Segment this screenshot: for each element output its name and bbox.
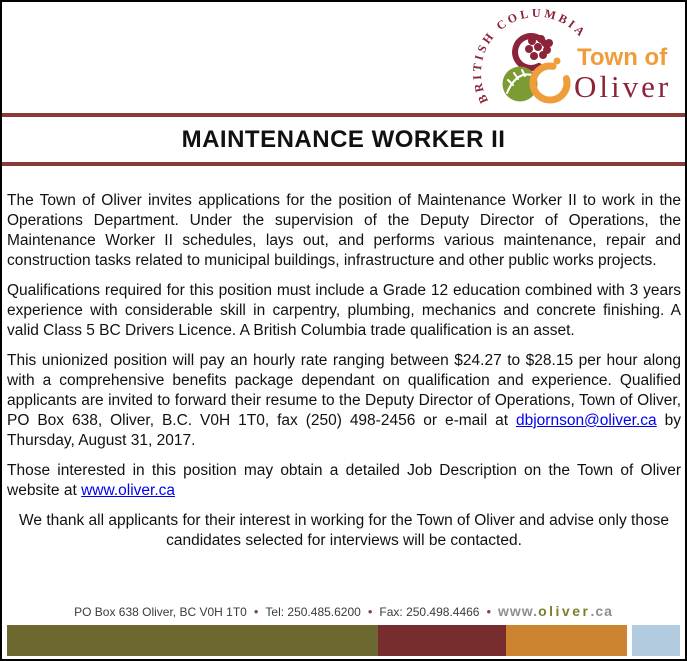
paragraph-job-description [7,461,681,501]
footer-bullet-icon: • [253,604,259,619]
footer-website-tld: .ca [590,603,613,619]
bar-segment-maroon [378,625,506,656]
footer-fax: Fax: 250.498.4466 [379,605,480,619]
paragraph-qualifications: Qualifications required for this position must include a Grade 12 education combined with 3 years experience with considerable skill in carpentry, plumbing, mechanics and concrete finishing. A valid Class 5 BC Drivers Licence. A British Columbia trade qualification is an asset. [7,282,681,339]
grape-cluster-icon [525,35,553,60]
footer-bullet-icon: • [367,604,373,619]
footer-website[interactable] [498,603,613,619]
footer-bullet-icon: • [486,604,492,619]
brand-color-bar [7,625,680,656]
paragraph-thanks: We thank all applicants for their interest in working for the Town of Oliver and advise only those candidates selected for interviews will be contacted. [19,512,669,549]
orange-crescent-icon [533,66,567,100]
website-link[interactable]: www.oliver.ca [81,482,176,499]
job-description-text: Those interested in this position may obtain a detailed Job Description on the Town of Oliver website at [7,462,681,499]
orange-dot-icon [554,58,561,65]
footer-website-name: oliver [538,603,591,619]
email-link[interactable]: dbjornson@oliver.ca [515,412,657,429]
deadline-text: by Thursday, August 31, 2017. [7,412,681,449]
compensation-text: This unionized position will pay an hourly rate ranging between $24.27 to $28.15 per hour along with a comprehensive benefits package dependant on qualification and experience. Qualified applicants are invited to forward their resume to the Deputy Director of Operations, Town of Oliver, PO Box 638, Oliver, B.C. V0H 1T0, fax (250) 498-2456 or e-mail at [7,352,681,429]
paragraph-compensation [7,351,681,451]
footer-address: PO Box 638 Oliver, BC V0H 1T0 [74,605,247,619]
bar-segment-blue [632,625,680,656]
body-content [7,191,681,561]
footer-tel: Tel: 250.485.6200 [265,605,361,619]
page-title: MAINTENANCE WORKER II [181,126,506,153]
title-divider-bottom [2,162,685,166]
logo-town-of-text: Town of [577,44,668,71]
town-of-oliver-logo [437,5,685,111]
bar-segment-olive [7,625,378,656]
logo-arc-text: BRITISH COLUMBIA [469,5,590,106]
paragraph-intro: The Town of Oliver invites applications for the position of Maintenance Worker II to work in the Operations Department. Under the supervision of the Deputy Director of Operations, the Maintenance Worker II schedules, lays out, and performs various maintenance, repair and construction tasks related to municipal buildings, infrastructure and other public works projects. [7,192,681,269]
bar-segment-orange [506,625,627,656]
logo-oliver-text: Oliver [574,69,672,104]
footer-website-www: www. [498,603,539,619]
footer-contact-line [2,603,685,619]
